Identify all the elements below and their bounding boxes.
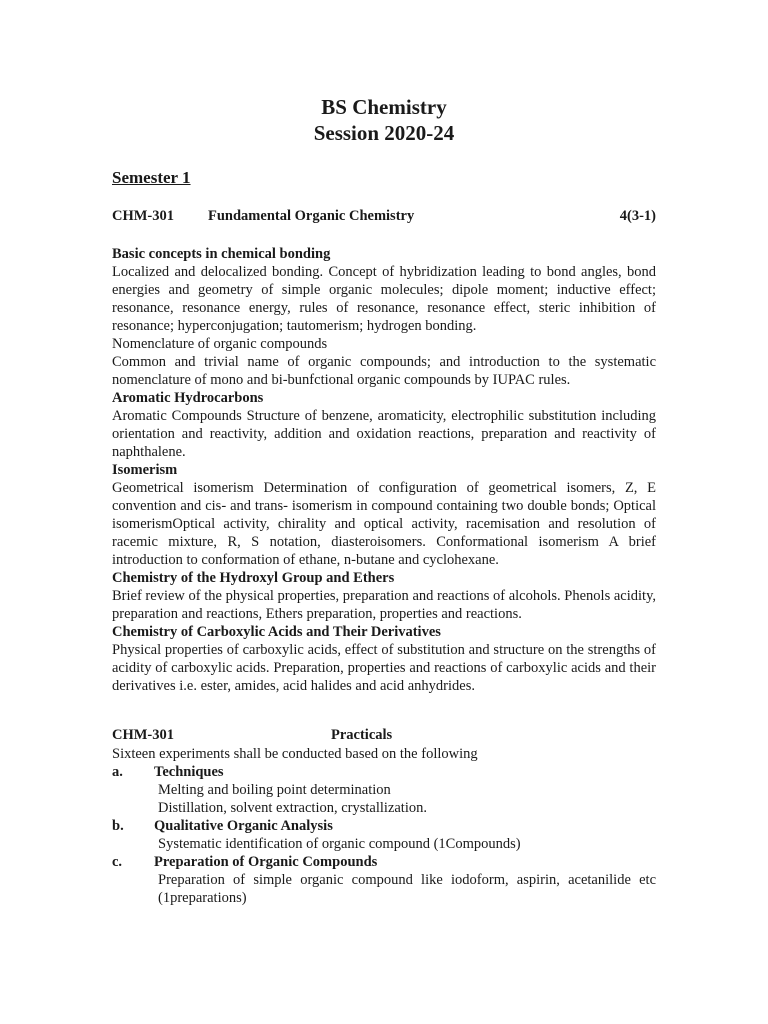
session-title: Session 2020-24 <box>313 121 455 145</box>
item-label: a. <box>112 764 123 780</box>
practical-item <box>112 817 656 835</box>
section-heading: Chemistry of the Hydroxyl Group and Ethers <box>112 570 395 586</box>
section-text: Physical properties of carboxylic acids, effect of substitution and structure on the strengths of acidity of carboxylic acids. Preparation, properties and reactions of carboxylic acids and their derivatives i.e. ester, amides, acid halides and acid anhydrides. <box>112 642 656 694</box>
section-heading: Isomerism <box>112 462 178 478</box>
item-line: Preparation of simple organic compound like iodoform, aspirin, acetanilide etc (1preparations) <box>158 872 656 906</box>
semester-heading: Semester 1 <box>112 168 191 187</box>
practicals-content <box>112 745 656 907</box>
item-line: Systematic identification of organic compound (1Compounds) <box>158 836 521 852</box>
course-credits: 4(3-1) <box>619 208 656 224</box>
course-content <box>112 245 656 695</box>
practical-item <box>112 763 656 781</box>
practicals-code: CHM-301 <box>112 727 175 743</box>
section-text: Brief review of the physical properties, preparation and reactions of alcohols. Phenols acidity, preparation and reactions, Ethers preparation, properties and reactions. <box>112 588 656 622</box>
item-label: c. <box>112 854 123 870</box>
course-code: CHM-301 <box>112 208 175 224</box>
practicals-title: Practicals <box>331 727 393 743</box>
item-title: Qualitative Organic Analysis <box>154 818 333 834</box>
practical-item <box>112 853 656 871</box>
section-heading: Aromatic Hydrocarbons <box>112 390 264 406</box>
item-line: Distillation, solvent extraction, crystallization. <box>158 800 427 816</box>
item-label: b. <box>112 818 124 834</box>
section-text: Common and trivial name of organic compounds; and introduction to the systematic nomenclature of mono and bi-bunfctional organic compounds by IUPAC rules. <box>112 354 656 388</box>
item-line: Melting and boiling point determination <box>158 782 391 798</box>
section-heading: Basic concepts in chemical bonding <box>112 246 331 262</box>
item-title: Techniques <box>154 764 224 780</box>
item-title: Preparation of Organic Compounds <box>154 854 378 870</box>
section-text: Geometrical isomerism Determination of configuration of geometrical isomers, Z, E convention and cis- and trans- isomerism in compound containing two double bonds; Optical isomerismOptical activity, chirality and optical activity, racemisation and resolution of racemic mixture, R, S notation, diasteroisomers. Conformational isomerism A brief introduction to conformation of ethane, n-butane and cyclohexane. <box>112 480 656 568</box>
section-text: Localized and delocalized bonding. Concept of hybridization leading to bond angles, bond energies and geometry of simple organic molecules; dipole moment; inductive effect; resonance, resonance energy, rules of resonance, resonance effect, steric inhibition of resonance; hyperconjugation; tautomerism; hydrogen bonding. <box>112 264 656 334</box>
course-name: Fundamental Organic Chemistry <box>208 208 415 224</box>
section-heading: Chemistry of Carboxylic Acids and Their Derivatives <box>112 624 441 640</box>
practicals-intro: Sixteen experiments shall be conducted based on the following <box>112 746 478 762</box>
practicals-header <box>112 727 656 747</box>
course-header <box>112 208 656 228</box>
section-heading: Nomenclature of organic compounds <box>112 336 328 352</box>
section-text: Aromatic Compounds Structure of benzene, aromaticity, electrophilic substitution including orientation and reactivity, addition and oxidation reactions, preparation and reactivity of naphthalene. <box>112 408 656 460</box>
document-title: BS Chemistry <box>321 95 447 119</box>
